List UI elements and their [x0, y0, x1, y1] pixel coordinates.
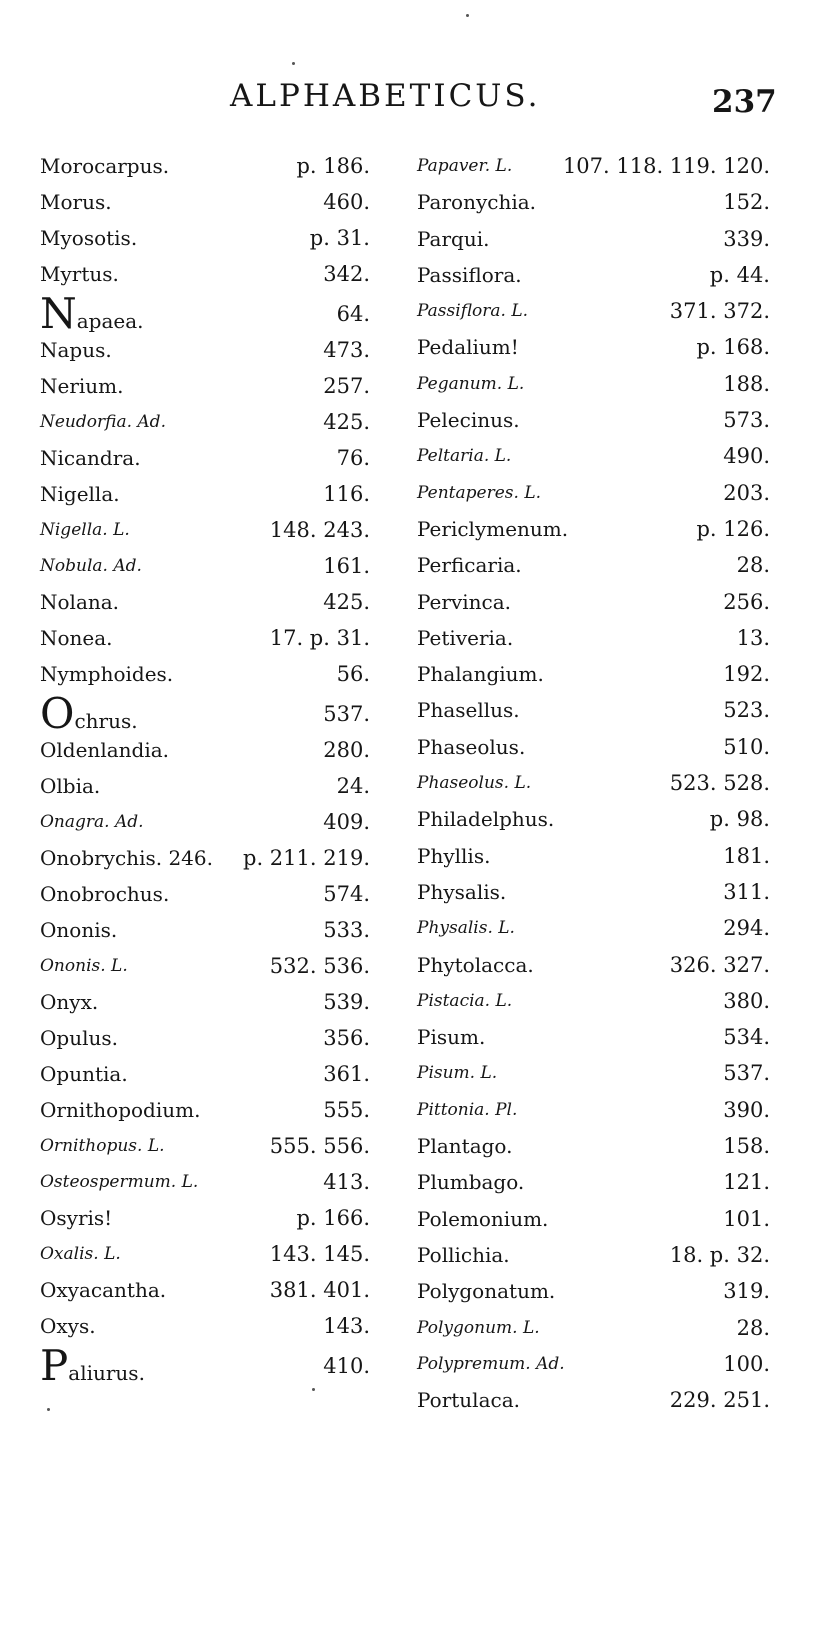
index-entry — [417, 1310, 770, 1346]
entry-page-ref: 539. — [323, 990, 370, 1014]
entry-page-ref: 161. — [323, 554, 370, 578]
index-entry — [417, 1019, 770, 1055]
entry-page-ref: 413. — [323, 1170, 370, 1194]
index-entry — [417, 547, 770, 583]
entry-page-ref: 425. — [323, 410, 370, 434]
print-speck — [292, 62, 295, 65]
entry-name: Onagra. Ad. — [40, 812, 144, 832]
entry-name: Nerium. — [40, 374, 124, 398]
entry-name: Ononis. L. — [40, 956, 128, 976]
entry-name: Pisum. — [417, 1025, 486, 1050]
index-entry — [417, 729, 770, 765]
index-entry — [40, 732, 370, 768]
entry-name: Osteospermum. L. — [40, 1172, 199, 1192]
index-entry — [40, 404, 370, 440]
entry-page-ref: 537. — [323, 702, 370, 726]
index-entry — [40, 148, 370, 184]
index-entry — [417, 184, 770, 220]
index-entry — [417, 1346, 770, 1382]
entry-name: Phaseolus. — [417, 734, 526, 759]
entry-page-ref: 532. 536. — [269, 954, 370, 978]
index-entry — [417, 692, 770, 728]
entry-page-ref: p. 186. — [296, 154, 370, 178]
entry-page-ref: 280. — [323, 738, 370, 762]
index-column-right — [417, 148, 770, 1418]
index-entry — [417, 765, 770, 801]
index-entry — [417, 511, 770, 547]
entry-name: Ononis. — [40, 918, 118, 942]
entry-name: Polygonum. L. — [417, 1317, 540, 1338]
index-entry — [40, 1092, 370, 1128]
index-entry — [40, 912, 370, 948]
index-entry — [40, 220, 370, 256]
entry-page-ref: 101. — [723, 1206, 770, 1231]
index-entry — [40, 984, 370, 1020]
entry-page-ref: 56. — [336, 662, 370, 686]
index-entry — [40, 548, 370, 584]
index-entry — [40, 689, 370, 738]
entry-name: Pelecinus. — [417, 408, 520, 433]
entry-name: Nicandra. — [40, 446, 141, 470]
entry-name: Pollichia. — [417, 1242, 510, 1267]
entry-name: Ornithopus. L. — [40, 1136, 165, 1156]
entry-page-ref: 390. — [723, 1097, 770, 1122]
entry-name: Ochrus. — [40, 689, 138, 738]
entry-name: Parqui. — [417, 226, 490, 251]
index-entry — [417, 1164, 770, 1200]
index-entry — [417, 148, 770, 184]
entry-page-ref: 342. — [323, 262, 370, 286]
index-entry — [417, 438, 770, 474]
index-entry — [40, 1200, 370, 1236]
index-entry — [417, 1128, 770, 1164]
entry-name: Ornithopodium. — [40, 1098, 201, 1122]
entry-page-ref: 28. — [736, 1315, 770, 1340]
entry-name: Pistacia. L. — [417, 990, 513, 1011]
entry-name: Onyx. — [40, 990, 99, 1014]
entry-page-ref: 28. — [736, 553, 770, 578]
entry-name: Polypremum. Ad. — [417, 1353, 565, 1374]
index-entry — [417, 874, 770, 910]
entry-page-ref: 410. — [323, 1354, 370, 1378]
entry-name: Pentaperes. L. — [417, 482, 542, 503]
entry-page-ref: p. 44. — [709, 262, 770, 287]
entry-name: Passiflora. L. — [417, 301, 529, 322]
entry-page-ref: 143. — [323, 1314, 370, 1338]
entry-name: Onobrochus. — [40, 882, 170, 906]
index-entry — [40, 1056, 370, 1092]
entry-name: Physalis. L. — [417, 918, 515, 939]
entry-page-ref: 64. — [336, 302, 370, 326]
entry-page-ref: p. 211. 219. — [243, 846, 370, 870]
entry-name: Plantago. — [417, 1134, 513, 1159]
entry-name: Pittonia. Pl. — [417, 1099, 518, 1120]
entry-name: Nolana. — [40, 590, 120, 614]
entry-page-ref: 24. — [336, 774, 370, 798]
entry-page-ref: 523. 528. — [669, 771, 770, 796]
entry-page-ref: 534. — [723, 1025, 770, 1050]
index-entry — [417, 293, 770, 329]
entry-name: Oxys. — [40, 1314, 96, 1338]
entry-name: Nymphoides. — [40, 662, 174, 686]
entry-name: Phyllis. — [417, 843, 491, 868]
print-speck — [47, 1408, 50, 1411]
entry-page-ref: 257. — [323, 374, 370, 398]
index-entry — [40, 1341, 370, 1390]
page-number: 237 — [712, 84, 777, 120]
entry-page-ref: 574. — [323, 882, 370, 906]
entry-page-ref: 326. 327. — [669, 952, 770, 977]
entry-page-ref: p. 98. — [709, 807, 770, 832]
entry-name: Polemonium. — [417, 1206, 549, 1231]
index-entry — [40, 476, 370, 512]
entry-page-ref: 203. — [723, 480, 770, 505]
entry-name: Nigella. — [40, 482, 120, 506]
entry-page-ref: 116. — [323, 482, 370, 506]
running-title: ALPHABETICUS. — [230, 78, 541, 114]
entry-name: Portulaca. — [417, 1388, 520, 1413]
entry-name: Morus. — [40, 190, 112, 214]
entry-name: Nobula. Ad. — [40, 556, 142, 576]
index-entry — [417, 584, 770, 620]
index-entry — [40, 656, 370, 692]
index-entry — [417, 947, 770, 983]
entry-page-ref: 181. — [723, 843, 770, 868]
entry-name: Papaver. L. — [417, 156, 513, 176]
entry-name: Onobrychis. 246. — [40, 846, 213, 870]
index-entry — [417, 1237, 770, 1273]
index-entry — [40, 1164, 370, 1200]
entry-page-ref: 294. — [723, 916, 770, 941]
index-entry — [40, 1308, 370, 1344]
index-entry — [417, 402, 770, 438]
entry-page-ref: 555. — [323, 1098, 370, 1122]
entry-name: Philadelphus. — [417, 807, 555, 832]
index-entry — [40, 512, 370, 548]
entry-page-ref: 339. — [723, 226, 770, 251]
entry-name: Olbia. — [40, 774, 101, 798]
index-entry — [40, 584, 370, 620]
index-entry — [40, 1128, 370, 1164]
entry-page-ref: 256. — [723, 589, 770, 614]
index-entry — [40, 948, 370, 984]
index-entry — [40, 804, 370, 840]
entry-name: Nonea. — [40, 626, 113, 650]
entry-page-ref: p. 166. — [296, 1206, 370, 1230]
entry-page-ref: 356. — [323, 1026, 370, 1050]
index-entry — [40, 1236, 370, 1272]
index-entry — [40, 620, 370, 656]
entry-page-ref: 148. 243. — [269, 518, 370, 542]
index-entry — [40, 768, 370, 804]
entry-page-ref: 425. — [323, 590, 370, 614]
entry-page-ref: 152. — [723, 190, 770, 215]
entry-page-ref: 76. — [336, 446, 370, 470]
entry-name: Opuntia. — [40, 1062, 128, 1086]
entry-name: Pervinca. — [417, 589, 512, 614]
index-entry — [417, 910, 770, 946]
entry-name: Oldenlandia. — [40, 738, 169, 762]
index-entry — [417, 801, 770, 837]
index-entry — [417, 838, 770, 874]
index-entry — [417, 475, 770, 511]
entry-page-ref: 192. — [723, 662, 770, 687]
print-speck — [312, 1388, 315, 1391]
entry-page-ref: 460. — [323, 190, 370, 214]
entry-name: Pedalium! — [417, 335, 519, 360]
entry-name: Neudorfia. Ad. — [40, 412, 166, 432]
entry-page-ref: 380. — [723, 988, 770, 1013]
entry-page-ref: p. 31. — [309, 226, 370, 250]
entry-page-ref: 490. — [723, 444, 770, 469]
index-entry — [40, 368, 370, 404]
entry-name: Napaea. — [40, 289, 144, 338]
index-entry — [40, 184, 370, 220]
entry-name: Morocarpus. — [40, 154, 170, 178]
index-entry — [417, 366, 770, 402]
entry-page-ref: p. 168. — [696, 335, 770, 360]
entry-page-ref: 188. — [723, 371, 770, 396]
index-entry — [40, 1272, 370, 1308]
entry-page-ref: 361. — [323, 1062, 370, 1086]
entry-page-ref: 409. — [323, 810, 370, 834]
entry-page-ref: 311. — [723, 879, 770, 904]
entry-page-ref: 573. — [723, 408, 770, 433]
print-speck — [466, 14, 469, 17]
entry-name: Peganum. L. — [417, 373, 525, 394]
entry-page-ref: 510. — [723, 734, 770, 759]
entry-name: Napus. — [40, 338, 112, 362]
index-entry — [417, 983, 770, 1019]
entry-name: Peltaria. L. — [417, 446, 512, 467]
index-entry — [417, 221, 770, 257]
entry-name: Oxalis. L. — [40, 1244, 121, 1264]
index-entry — [417, 1382, 770, 1418]
entry-name: Pisum. L. — [417, 1063, 498, 1084]
entry-name: Paliurus. — [40, 1341, 145, 1390]
entry-page-ref: 18. p. 32. — [669, 1242, 770, 1267]
entry-page-ref: 523. — [723, 698, 770, 723]
index-entry — [40, 1020, 370, 1056]
entry-page-ref: 371. 372. — [669, 299, 770, 324]
entry-name: Petiveria. — [417, 625, 514, 650]
index-entry — [417, 1201, 770, 1237]
entry-name: Myrtus. — [40, 262, 119, 286]
index-entry — [40, 440, 370, 476]
entry-page-ref: 121. — [723, 1170, 770, 1195]
entry-name: Passiflora. — [417, 262, 522, 287]
entry-page-ref: 158. — [723, 1134, 770, 1159]
entry-page-ref: 537. — [723, 1061, 770, 1086]
entry-name: Plumbago. — [417, 1170, 525, 1195]
index-entry — [417, 1055, 770, 1091]
entry-page-ref: 100. — [723, 1351, 770, 1376]
entry-name: Phytolacca. — [417, 952, 534, 977]
index-entry — [417, 1092, 770, 1128]
entry-name: Osyris! — [40, 1206, 113, 1230]
index-entry — [40, 289, 370, 338]
entry-page-ref: 17. p. 31. — [269, 626, 370, 650]
entry-name: Polygonatum. — [417, 1279, 556, 1304]
entry-name: Phalangium. — [417, 662, 544, 687]
entry-name: Physalis. — [417, 879, 507, 904]
entry-name: Periclymenum. — [417, 516, 569, 541]
index-entry — [417, 329, 770, 365]
entry-name: Myosotis. — [40, 226, 138, 250]
entry-page-ref: 319. — [723, 1279, 770, 1304]
entry-name: Paronychia. — [417, 190, 537, 215]
index-entry — [417, 620, 770, 656]
index-column-left — [40, 148, 370, 1390]
entry-name: Phasellus. — [417, 698, 520, 723]
entry-name: Nigella. L. — [40, 520, 130, 540]
index-entry — [417, 656, 770, 692]
page-header — [0, 76, 830, 126]
entry-page-ref: 473. — [323, 338, 370, 362]
index-entry — [417, 257, 770, 293]
entry-page-ref: 229. 251. — [669, 1388, 770, 1413]
entry-name: Opulus. — [40, 1026, 118, 1050]
entry-page-ref: 143. 145. — [269, 1242, 370, 1266]
entry-page-ref: 533. — [323, 918, 370, 942]
index-entry — [40, 332, 370, 368]
entry-name: Phaseolus. L. — [417, 773, 532, 794]
index-entry — [417, 1273, 770, 1309]
index-entry — [40, 876, 370, 912]
entry-page-ref: p. 126. — [696, 516, 770, 541]
entry-page-ref: 13. — [736, 625, 770, 650]
entry-page-ref: 107. 118. 119. 120. — [562, 154, 770, 178]
entry-name: Oxyacantha. — [40, 1278, 167, 1302]
index-entry — [40, 840, 370, 876]
index-entry — [40, 256, 370, 292]
entry-page-ref: 555. 556. — [269, 1134, 370, 1158]
entry-name: Perficaria. — [417, 553, 522, 578]
entry-page-ref: 381. 401. — [269, 1278, 370, 1302]
